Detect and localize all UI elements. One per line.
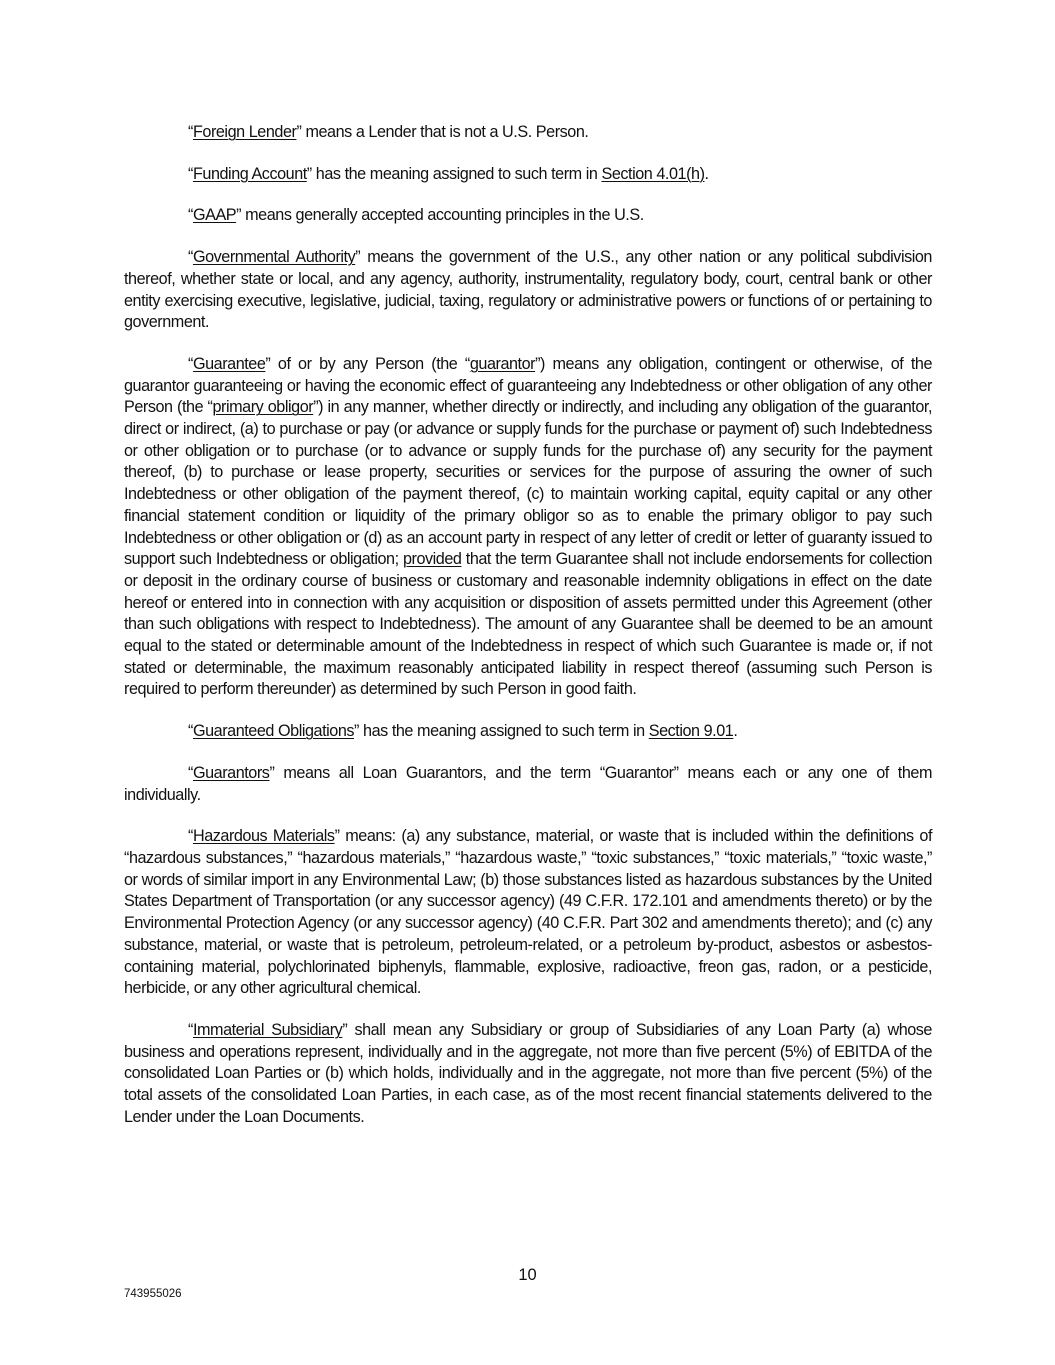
text-segment: ” means the government of the U.S., any other nation or any political subdivision thereof, whether state or local, and any agency, authority, instrumentality, regulatory body, court, central bank or other entity exercising executive, legislative, judicial, taxing, regulatory or administrative powers or functions of or pertaining to government.	[124, 248, 932, 332]
text-segment: “	[188, 722, 193, 741]
text-segment: ” means a Lender that is not a U.S. Person.	[296, 123, 589, 141]
text-segment: “	[188, 827, 193, 846]
text-segment: ”) in any manner, whether directly or indirectly, and including any obligation of the guarantor, direct or indirect, (a) to purchase or pay (or advance or supply funds for the purchase or payment of) such Indebtedness or other obligation or to purchase (or to advance or supply funds for the purchase of) any security for the payment thereof, (b) to purchase or lease property, securities or services for the purpose of assuring the owner of such Indebtedness or other obligation of the payment thereof, (c) to maintain working capital, equity capital or any other financial statement condition or liquidity of the primary obligor so as to enable the primary obligor to pay such Indebtedness or other obligation or (d) as an account party in respect of any letter of credit or letter of guaranty issued to support such Indebtedness or obligation;	[124, 398, 932, 569]
definition-immaterial-subsidiary	[124, 1020, 932, 1129]
defined-term: Guaranteed Obligations	[192, 722, 355, 741]
text-segment: ” of or by any Person (the “	[265, 354, 470, 373]
section-reference: Section 4.01(h)	[601, 164, 705, 183]
text-segment: ” shall mean any Subsidiary or group of Subsidiaries of any Loan Party (a) whose business and operations represent, individually and in the aggregate, not more than five percent (5%) of EBITDA of the consolidated Loan Parties or (b) which holds, individually and in the aggregate, not more than five percent (5%) of the total assets of the consolidated Loan Parties, in each case, as of the most recent financial statements delivered to the Lender under the Loan Documents.	[124, 1020, 932, 1126]
defined-term: GAAP	[192, 206, 237, 225]
proviso-term: provided	[402, 550, 462, 569]
text-segment: “	[188, 763, 193, 782]
text-segment: .	[704, 164, 709, 183]
definition-guarantors	[124, 763, 932, 806]
definition-gaap	[124, 205, 932, 227]
text-segment: “	[188, 248, 193, 267]
text-segment: ” has the meaning assigned to such term in	[354, 722, 649, 741]
text-segment: “	[188, 354, 193, 373]
text-segment: ” means all Loan Guarantors, and the term “Guarantor” means each or any one of them individually.	[124, 763, 932, 804]
defined-term: primary obligor	[212, 398, 314, 417]
defined-term: Immaterial Subsidiary	[192, 1020, 343, 1039]
document-page	[124, 122, 932, 1148]
defined-term: guarantor	[469, 354, 536, 373]
defined-term: Foreign Lender	[192, 123, 297, 141]
definition-hazardous-materials	[124, 826, 932, 1000]
text-segment: “	[188, 164, 193, 183]
text-segment: ”) means any obligation, contingent or otherwise, of the guarantor guaranteeing or having the economic effect of guaranteeing any Indebtedness or other obligation of any other Person (the “	[124, 354, 933, 417]
text-segment: .	[733, 722, 738, 741]
text-segment: that the term Guarantee shall not include endorsements for collection or deposit in the ordinary course of business or customary and reasonable indemnity obligations in effect on the date hereof or entered into in connection with any acquisition or disposition of assets permitted under this Agreement (other than such obligations with respect to Indebtedness). The amount of any Guarantee shall be deemed to be an amount equal to the stated or determinable amount of the Indebtedness in respect of which such Guarantee is made or, if not stated or determinable, the maximum reasonably anticipated liability in respect thereof (assuming such Person is required to perform thereunder) as determined by such Person in good faith.	[124, 550, 932, 699]
defined-term: Funding Account	[192, 164, 307, 183]
text-segment: “	[188, 1020, 193, 1039]
definition-foreign-lender	[124, 122, 932, 144]
text-segment: ” means generally accepted accounting principles in the U.S.	[236, 206, 644, 225]
text-segment: “	[188, 123, 193, 141]
definition-governmental-authority	[124, 247, 932, 334]
page-number: 10	[518, 1266, 537, 1284]
defined-term: Guarantors	[192, 763, 270, 782]
text-segment: ” means: (a) any substance, material, or waste that is included within the definitions of “hazardous substances,” “hazardous materials,” “hazardous waste,” “toxic substances,” “toxic materials,” “toxic waste,” or words of similar import in any Environmental Law; (b) those substances listed as hazardous substances by the United States Department of Transportation (or any successor agency) (49 C.F.R. 172.101 and amendments thereto) or by the Environmental Protection Agency (or any successor agency) (40 C.F.R. Part 302 and amendments thereto); and (c) any substance, material, or waste that is petroleum, petroleum-related, or a petroleum by-product, asbestos or asbestos-containing material, polychlorinated biphenyls, flammable, explosive, radioactive, freon gas, radon, or a pesticide, herbicide, or any other agricultural chemical.	[124, 827, 932, 998]
section-reference: Section 9.01	[648, 722, 734, 741]
text-segment: ” has the meaning assigned to such term in	[306, 164, 602, 183]
definition-guarantee	[124, 354, 932, 701]
defined-term: Guarantee	[192, 354, 266, 373]
document-id: 743955026	[124, 1288, 182, 1300]
definition-guaranteed-obligations	[124, 721, 932, 743]
definition-funding-account	[124, 164, 932, 186]
defined-term: Governmental Authority	[192, 248, 356, 267]
text-segment: “	[188, 206, 193, 225]
defined-term: Hazardous Materials	[192, 827, 335, 846]
